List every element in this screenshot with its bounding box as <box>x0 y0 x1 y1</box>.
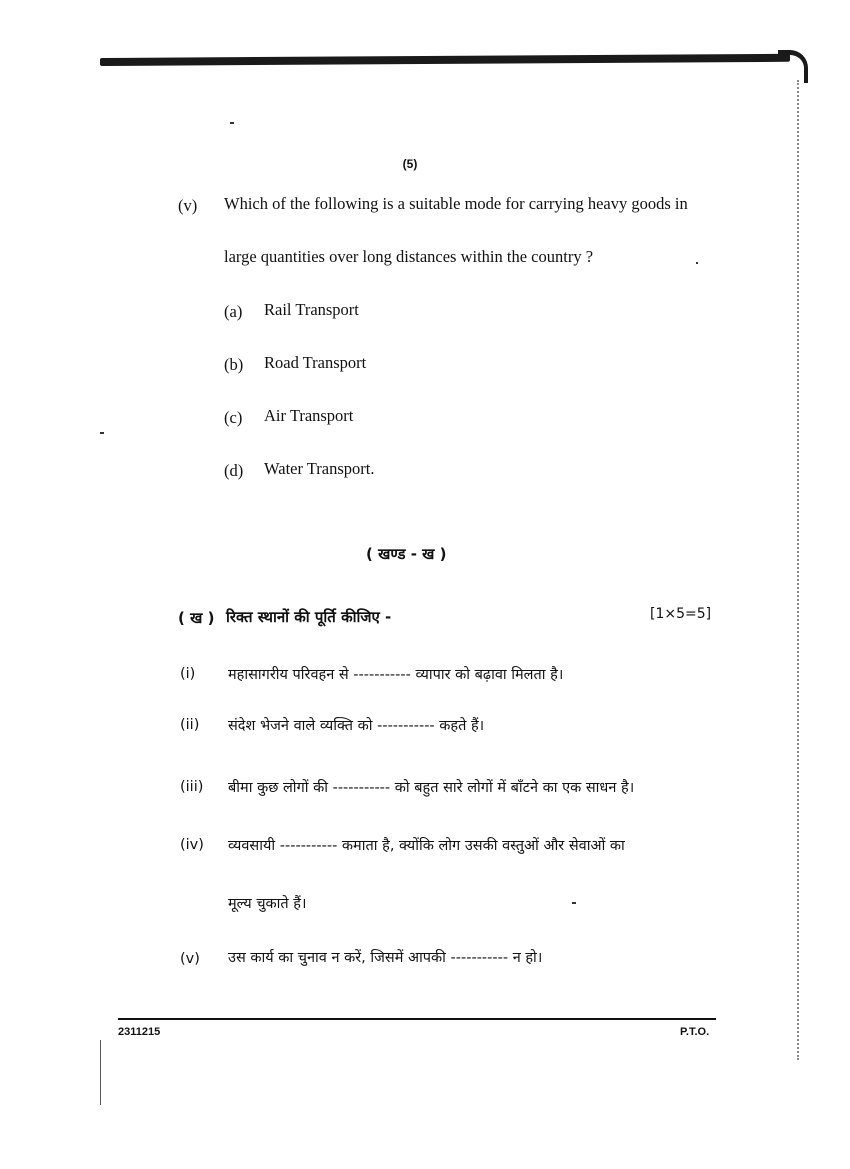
section-marks: [1×5=5] <box>650 606 712 622</box>
option-label: (c) <box>224 408 243 427</box>
item-number: (v) <box>180 951 200 967</box>
item-number: (i) <box>180 666 196 682</box>
scan-speck <box>572 902 576 904</box>
scan-speck <box>100 432 104 434</box>
question-text-line2: large quantities over long distances within the country ? <box>224 247 594 266</box>
item-text: व्यवसायी ----------- कमाता है, क्योंकि लोग उसकी वस्तुओं और सेवाओं का <box>228 838 625 854</box>
item-text: उस कार्य का चुनाव न करें, जिसमें आपकी ----------- न हो। <box>228 950 543 966</box>
section-instruction: रिक्त स्थानों की पूर्ति कीजिए - <box>226 608 392 626</box>
option-text: Air Transport <box>264 406 354 425</box>
question-text-line1: Which of the following is a suitable mode for carrying heavy goods in <box>224 194 688 213</box>
item-text: बीमा कुछ लोगों की ----------- को बहुत सारे लोगों में बाँटने का एक साधन है। <box>228 780 635 796</box>
item-text: संदेश भेजने वाले व्यक्ति को ----------- कहते हैं। <box>228 718 485 734</box>
scan-corner-curl <box>778 50 808 83</box>
section-sub-label: ( ख ) <box>178 609 215 627</box>
scan-edge-right <box>797 80 801 1060</box>
question-number: (v) <box>178 196 198 215</box>
item-number: (ii) <box>180 717 200 733</box>
option-text: Road Transport <box>264 353 367 372</box>
item-text: महासागरीय परिवहन से ----------- व्यापार को बढ़ावा मिलता है। <box>228 667 564 683</box>
item-number: (iv) <box>180 837 204 853</box>
scan-edge-top <box>100 54 790 66</box>
item-number: (iii) <box>180 779 204 795</box>
option-label: (b) <box>224 355 244 374</box>
section-heading: ( खण्ड - ख ) <box>366 545 447 563</box>
scan-speck <box>230 122 234 124</box>
footer-rule <box>118 1018 716 1020</box>
scan-speck <box>696 262 698 264</box>
scan-edge-left <box>100 1040 101 1105</box>
option-text: Water Transport. <box>264 459 375 478</box>
page-number: (5) <box>402 157 418 171</box>
option-label: (d) <box>224 461 244 480</box>
option-label: (a) <box>224 302 243 321</box>
item-text-continued: मूल्य चुकाते हैं। <box>228 896 307 912</box>
pto-label: P.T.O. <box>680 1026 710 1038</box>
option-text: Rail Transport <box>264 300 359 319</box>
paper-code: 2311215 <box>118 1026 161 1038</box>
